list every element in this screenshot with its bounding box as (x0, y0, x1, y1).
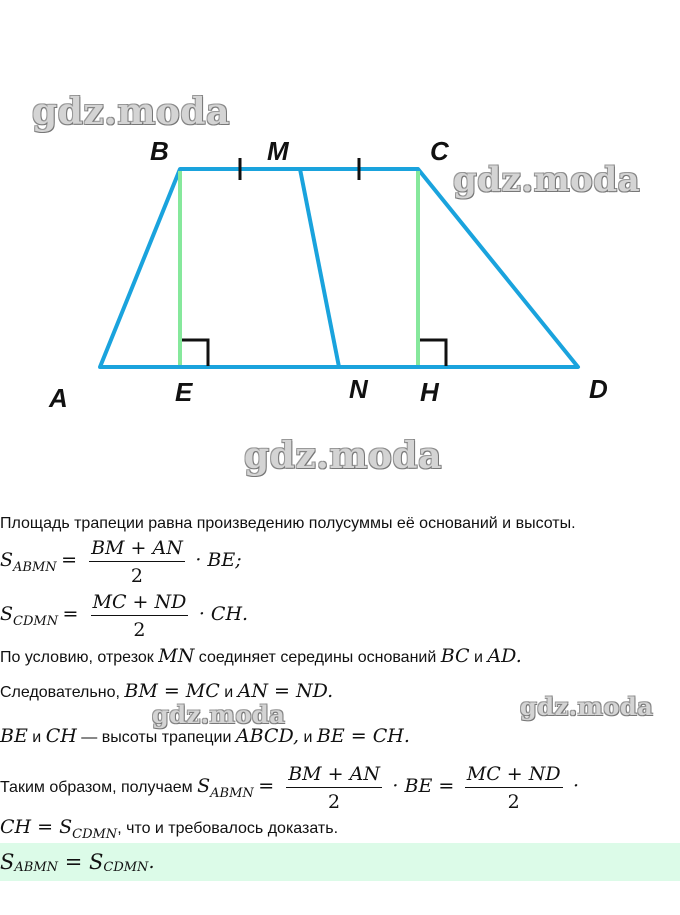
label-a: A (49, 383, 68, 413)
fraction: $\frac{MC + ND}{2}$ (92, 591, 187, 641)
formula-s-cdmn: $S_{CDMN}$ = $\frac{MC + ND}{2}$ · CH. (0, 591, 249, 641)
conclusion-formula: Таким образом, получаем $S_{ABMN}$ = $\frac{BM + AN}{2}$ · BE = $\frac{MC + ND}{2}$ · (0, 763, 580, 813)
segment-mn (300, 169, 339, 367)
label-d: D (589, 374, 608, 404)
condition-text: По условию, отрезок MN соединяет середины оснований BC и AD. (0, 645, 522, 667)
label-h: H (420, 377, 439, 407)
consequence-text: Следовательно, BM = MC и AN = ND. (0, 680, 334, 702)
watermark: gdz.moda (520, 692, 654, 721)
watermark: gdz.moda (244, 435, 442, 477)
watermark: gdz.moda (32, 91, 230, 133)
answer-box: S ABMN = S CDMN . (0, 843, 680, 881)
marks (182, 158, 446, 366)
fraction: $\frac{BM + AN}{2}$ (288, 763, 380, 813)
label-e: E (175, 377, 193, 407)
heights (180, 171, 418, 365)
fraction: $\frac{BM + AN}{2}$ (91, 537, 183, 587)
fraction: $\frac{MC + ND}{2}$ (466, 763, 561, 813)
qed-text: CH = $S_{CDMN}$, что и требовалось доказать. (0, 816, 339, 842)
formula-s-abmn: $S_{ABMN}$ = $\frac{BM + AN}{2}$ · BE; (0, 537, 242, 587)
label-n: N (349, 374, 368, 404)
watermark: gdz.moda (152, 700, 286, 729)
label-b: B (150, 136, 169, 166)
right-angle-h (420, 340, 446, 366)
label-c: C (430, 136, 449, 166)
intro-text: Площадь трапеции равна произведению полусуммы её оснований и высоты. (0, 515, 576, 532)
label-m: M (267, 136, 289, 166)
watermark: gdz.moda (453, 160, 641, 200)
right-angle-e (182, 340, 208, 366)
heights-text: BE и CH — высоты трапеции ABCD, и BE = CH. (0, 725, 410, 747)
